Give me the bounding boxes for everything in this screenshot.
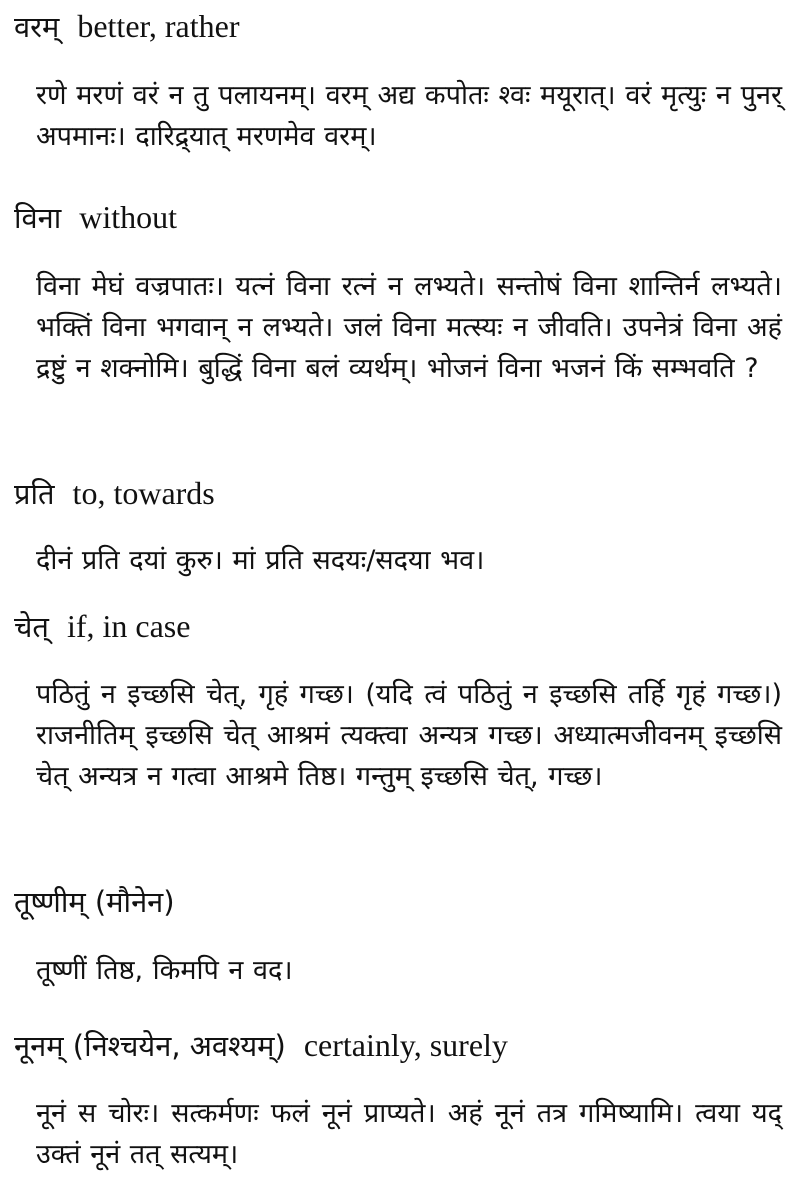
english-gloss: certainly, surely <box>303 1027 508 1063</box>
example-sentences: विना मेघं वज्रपातः। यत्नं विना रत्नं न लभ्यते। सन्तोषं विना शान्तिर्न लभ्यते। भक्तिं विना भगवान् न लभ्यते। जलं विना मत्स्यः न जीवति। उपनेत्रं विना अहं द्रष्टुं न शक्नोमि। बुद्धिं विना बलं व्यर्थम्। भोजनं विना भजनं किं सम्भवति ? <box>36 271 782 384</box>
example-sentences: रणे मरणं वरं न तु पलायनम्। वरम् अद्य कपोतः श्वः मयूरात्। वरं मृत्युः न पुनर् अपमानः। दारिद्र्यात् मरणमेव वरम्। <box>36 80 782 152</box>
entry-heading-chet <box>14 606 190 647</box>
english-gloss: better, rather <box>77 8 240 44</box>
entry-heading-vina <box>14 197 177 238</box>
headword: तूष्णीम् (मौनेन) <box>14 885 175 919</box>
headword: चेत् <box>14 610 49 644</box>
entry-heading-prati <box>14 473 215 514</box>
english-gloss: to, towards <box>72 475 215 511</box>
headword: विना <box>14 201 62 235</box>
headword: प्रति <box>14 477 55 511</box>
entry-heading-nunam <box>14 1025 508 1066</box>
example-sentences: तूष्णीं तिष्ठ, किमपि न वद। <box>36 955 293 986</box>
english-gloss: without <box>79 199 178 235</box>
headword: नूनम् (निश्चयेन, अवश्यम्) <box>14 1029 286 1063</box>
english-gloss: if, in case <box>66 608 191 644</box>
example-sentences: नूनं स चोरः। सत्कर्मणः फलं नूनं प्राप्यते। अहं नूनं तत्र गमिष्यामि। त्वया यद् उक्तं नूनं तत् सत्यम्। <box>36 1098 782 1170</box>
entry-heading-tushnim <box>14 882 175 922</box>
example-sentences: पठितुं न इच्छसि चेत्, गृहं गच्छ। (यदि त्वं पठितुं न इच्छसि तर्हि गृहं गच्छ।) राजनीतिम् इच्छसि चेत् आश्रमं त्यक्त्वा अन्यत्र गच्छ। अध्यात्मजीवनम् इच्छसि चेत् अन्यत्र न गत्वा आश्रमे तिष्ठ। गन्तुम् इच्छसि चेत्, गच्छ। <box>36 679 782 792</box>
headword: वरम् <box>14 10 60 44</box>
entry-heading-varam <box>14 6 240 47</box>
example-sentences: दीनं प्रति दयां कुरु। मां प्रति सदयः/सदया भव। <box>36 545 485 576</box>
